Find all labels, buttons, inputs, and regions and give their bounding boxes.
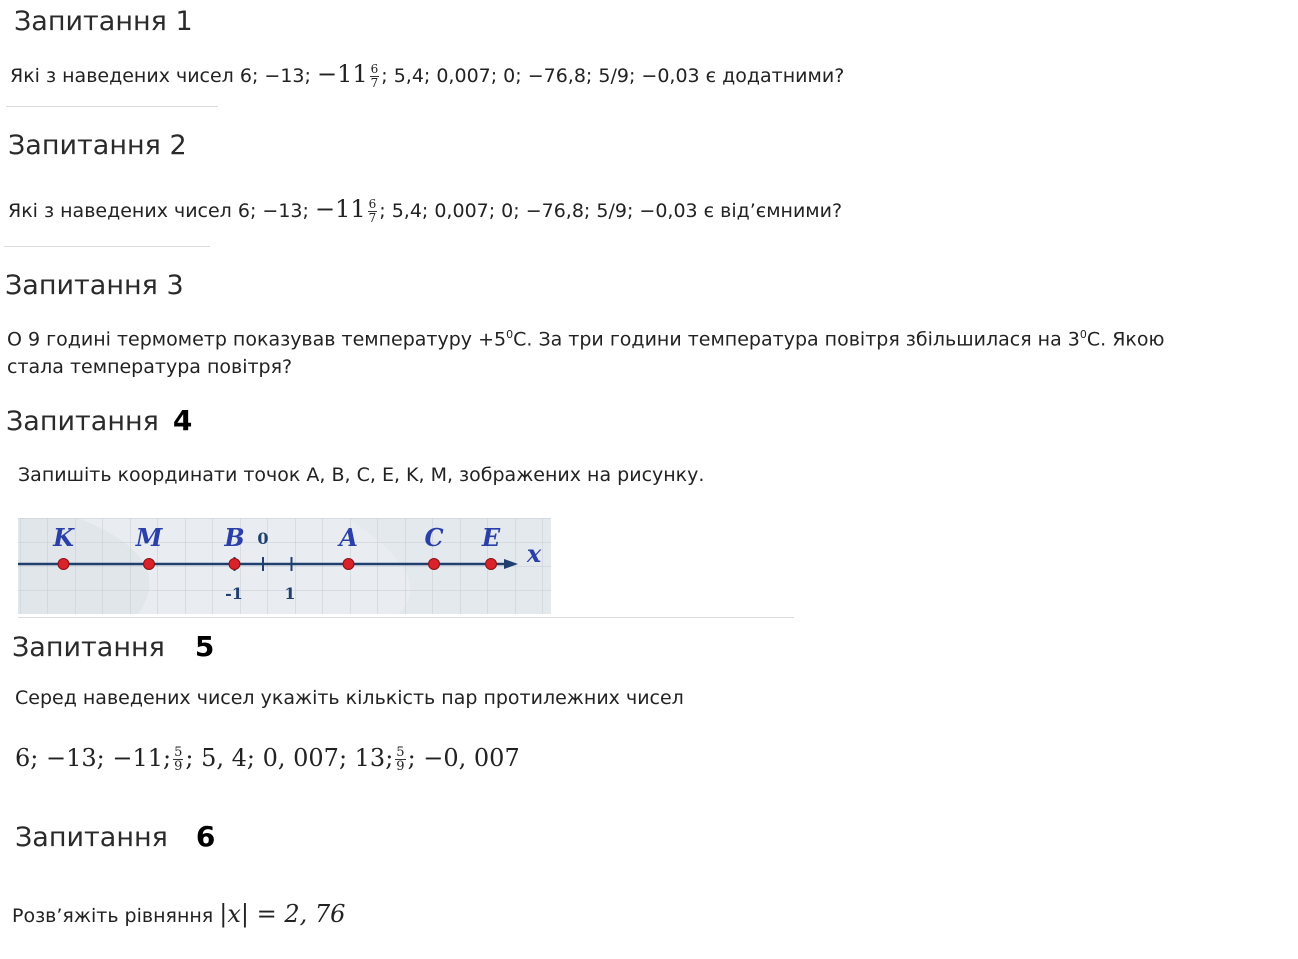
q5-f1-den: 9	[174, 759, 183, 774]
q3-line2: стала температура повітря?	[7, 356, 293, 379]
question-5-numbers	[15, 744, 520, 773]
q6-heading-label: Запитання	[15, 822, 168, 853]
q1-frac-num: 6	[370, 62, 379, 76]
point-label-c: C	[424, 523, 444, 552]
q6-text: Розв’яжіть рівняння	[12, 905, 214, 927]
q6-equation: |x| = 2, 76	[219, 900, 346, 928]
separator	[4, 246, 210, 247]
q5-fraction-1	[173, 746, 183, 773]
question-2-text	[8, 195, 842, 225]
question-4-heading	[6, 404, 192, 437]
q1-mixed-whole: −11	[316, 60, 368, 88]
minus-one-label: -1	[225, 584, 243, 603]
q5-math-2: ; 5, 4; 0, 007; 13;	[185, 744, 394, 772]
point-label-a: A	[339, 523, 358, 552]
q1-text-after: ; 5,4; 0,007; 0; −76,8; 5/9; −0,03 є додатними?	[381, 65, 845, 87]
separator	[6, 106, 218, 107]
point-e	[486, 559, 497, 570]
question-6-heading	[15, 820, 215, 853]
number-line-figure	[18, 518, 551, 614]
q5-f2-num: 5	[396, 745, 405, 760]
question-1-text	[10, 60, 844, 90]
question-3-heading: Запитання 3	[5, 270, 184, 301]
question-1-heading: Запитання 1	[14, 6, 193, 37]
q3-degree: 0	[506, 328, 514, 341]
q5-fraction-2	[395, 746, 405, 773]
separator	[18, 617, 794, 618]
point-label-k: K	[53, 523, 74, 552]
q4-heading-number: 4	[172, 404, 193, 437]
one-label: 1	[284, 584, 296, 603]
q4-heading-label: Запитання	[6, 406, 159, 437]
q2-mixed-whole: −11	[314, 195, 366, 223]
point-c	[429, 559, 440, 570]
q3-line1-a: О 9 годині термометр показував температуру +5	[7, 328, 507, 351]
q2-frac-num: 6	[368, 197, 377, 211]
q3-line1-b: C. За три години температура повітря збільшилася на 3	[513, 328, 1080, 351]
question-2-heading: Запитання 2	[8, 130, 187, 161]
q5-f2-den: 9	[396, 759, 405, 774]
question-5-heading	[12, 630, 214, 663]
q3-degree: 0	[1079, 328, 1087, 341]
q5-heading-label: Запитання	[12, 632, 165, 663]
point-label-e: E	[481, 523, 501, 552]
question-5-text: Серед наведених чисел укажіть кількість пар протилежних чисел	[15, 687, 684, 709]
q2-fraction	[368, 198, 378, 225]
point-label-m: M	[135, 523, 163, 552]
q5-math-1: 6; −13; −11;	[15, 744, 172, 772]
q1-text-before: Які з наведених чисел 6; −13;	[10, 65, 311, 87]
q2-frac-den: 7	[368, 211, 377, 225]
question-6-text	[12, 900, 345, 928]
point-b	[229, 559, 240, 570]
q1-frac-den: 7	[370, 76, 379, 90]
point-m	[144, 559, 155, 570]
q5-math-3: ; −0, 007	[407, 744, 520, 772]
point-a	[343, 559, 354, 570]
zero-label: 0	[257, 529, 269, 548]
q3-line1-c: C. Якою	[1086, 328, 1165, 351]
point-label-b: B	[224, 523, 245, 552]
q6-heading-number: 6	[195, 820, 216, 853]
question-3-text	[7, 321, 1297, 381]
q5-heading-number: 5	[194, 630, 215, 663]
q1-fraction	[370, 63, 380, 90]
q2-text-after: ; 5,4; 0,007; 0; −76,8; 5/9; −0,03 є від’ємними?	[379, 200, 843, 222]
question-4-text: Запишіть координати точок A, B, C, E, K, M, зображених на рисунку.	[18, 464, 705, 486]
point-k	[58, 559, 69, 570]
axis-x-label: x	[526, 539, 542, 568]
q5-f1-num: 5	[174, 745, 183, 760]
q2-text-before: Які з наведених чисел 6; −13;	[8, 200, 309, 222]
